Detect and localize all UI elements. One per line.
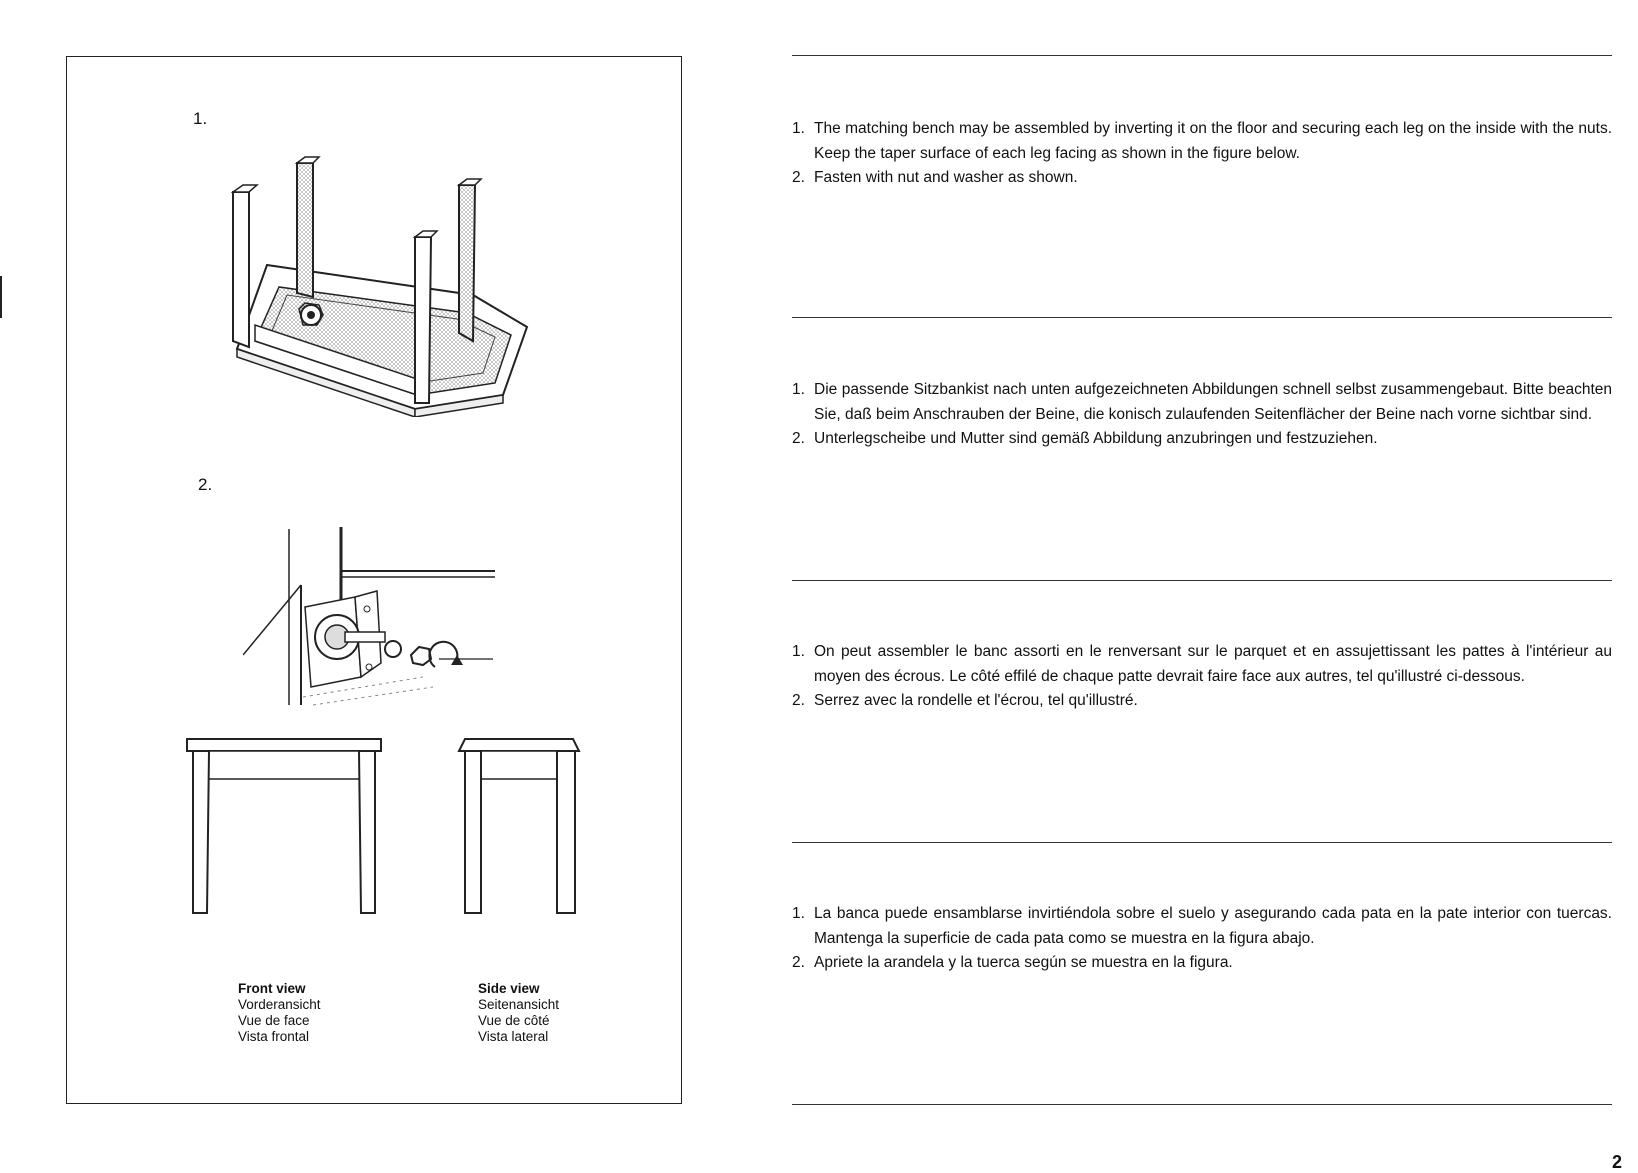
english-step-2 — [792, 166, 1612, 191]
english-step-2-text: Fasten with nut and washer as shown. — [814, 169, 1078, 186]
german-step-1-number: 1. — [792, 381, 805, 398]
front-view-diagram — [185, 737, 385, 917]
spanish-step-2-text: Apriete la arandela y la tuerca según se muestra en la figura. — [814, 954, 1233, 971]
spanish-step-2 — [792, 951, 1612, 976]
english-instructions — [792, 117, 1612, 191]
side-view-label: Side view — [478, 981, 540, 996]
page-number: 2 — [1612, 1152, 1623, 1172]
french-step-2 — [792, 689, 1612, 714]
side-view-label-de: Seitenansicht — [478, 997, 560, 1012]
divider-french-spanish — [792, 842, 1612, 843]
french-step-1 — [792, 640, 1612, 689]
german-step-2-number: 2. — [792, 430, 805, 447]
spanish-instructions — [792, 902, 1612, 976]
divider-top — [792, 55, 1612, 56]
german-instructions — [792, 378, 1612, 452]
front-view-label-de: Vorderansicht — [238, 997, 321, 1012]
german-step-2-text: Unterlegscheibe und Mutter sind gemäß Abbildung anzubringen und festzuziehen. — [814, 430, 1378, 447]
inverted-bench-illustration — [227, 97, 567, 417]
side-view-label-fr: Vue de côté — [478, 1013, 550, 1028]
french-instructions — [792, 640, 1612, 714]
front-view-label-es: Vista frontal — [238, 1029, 310, 1044]
scan-edge-mark — [0, 276, 2, 318]
english-step-1 — [792, 117, 1612, 166]
german-step-1-text: Die passende Sitzbankist nach unten aufgezeichneten Abbildungen schnell selbst zusammengebaut. Bitte beachten Sie, daß beim Anschrauben der Beine, die konisch zulaufenden Seitenflächer der Beine nach vorne sichtbar sind. — [814, 381, 1612, 423]
side-view-label-es: Vista lateral — [478, 1029, 549, 1044]
front-view-caption — [238, 981, 321, 1045]
side-view-caption — [478, 981, 559, 1045]
english-step-1-number: 1. — [792, 120, 805, 137]
french-step-1-text: On peut assembler le banc assorti en le renversant sur le parquet et en assujettissant les pattes à l'intérieur au moyen des écrous. Le côté effilé de chaque patte devrait faire face aux autres, tel qu'illustré ci-dessous. — [814, 643, 1612, 685]
french-step-1-number: 1. — [792, 643, 805, 660]
spanish-step-1-text: La banca puede ensamblarse invirtiéndola sobre el suelo y asegurando cada pata en la pate interior con tuercas. Mantenga la superficie de cada pata como se muestra en la figura abajo. — [814, 905, 1612, 947]
step-1-number: 1. — [193, 109, 208, 128]
french-step-2-number: 2. — [792, 692, 805, 709]
divider-bottom — [792, 1104, 1612, 1105]
german-step-2 — [792, 427, 1612, 452]
spanish-step-2-number: 2. — [792, 954, 805, 971]
french-step-2-text: Serrez avec la rondelle et l'écrou, tel qu'illustré. — [814, 692, 1138, 709]
figure-panel — [66, 56, 682, 1104]
divider-english-german — [792, 317, 1612, 318]
divider-german-french — [792, 580, 1612, 581]
step-2-number: 2. — [198, 475, 213, 494]
side-view-diagram — [457, 737, 581, 917]
english-step-2-number: 2. — [792, 169, 805, 186]
leg-fastening-detail-illustration — [243, 527, 513, 717]
spanish-step-1-number: 1. — [792, 905, 805, 922]
spanish-step-1 — [792, 902, 1612, 951]
front-view-label: Front view — [238, 981, 306, 996]
english-step-1-text: The matching bench may be assembled by inverting it on the floor and securing each leg on the inside with the nuts. Keep the taper surface of each leg facing as shown in the figure below. — [814, 120, 1612, 162]
front-view-label-fr: Vue de face — [238, 1013, 310, 1028]
german-step-1 — [792, 378, 1612, 427]
